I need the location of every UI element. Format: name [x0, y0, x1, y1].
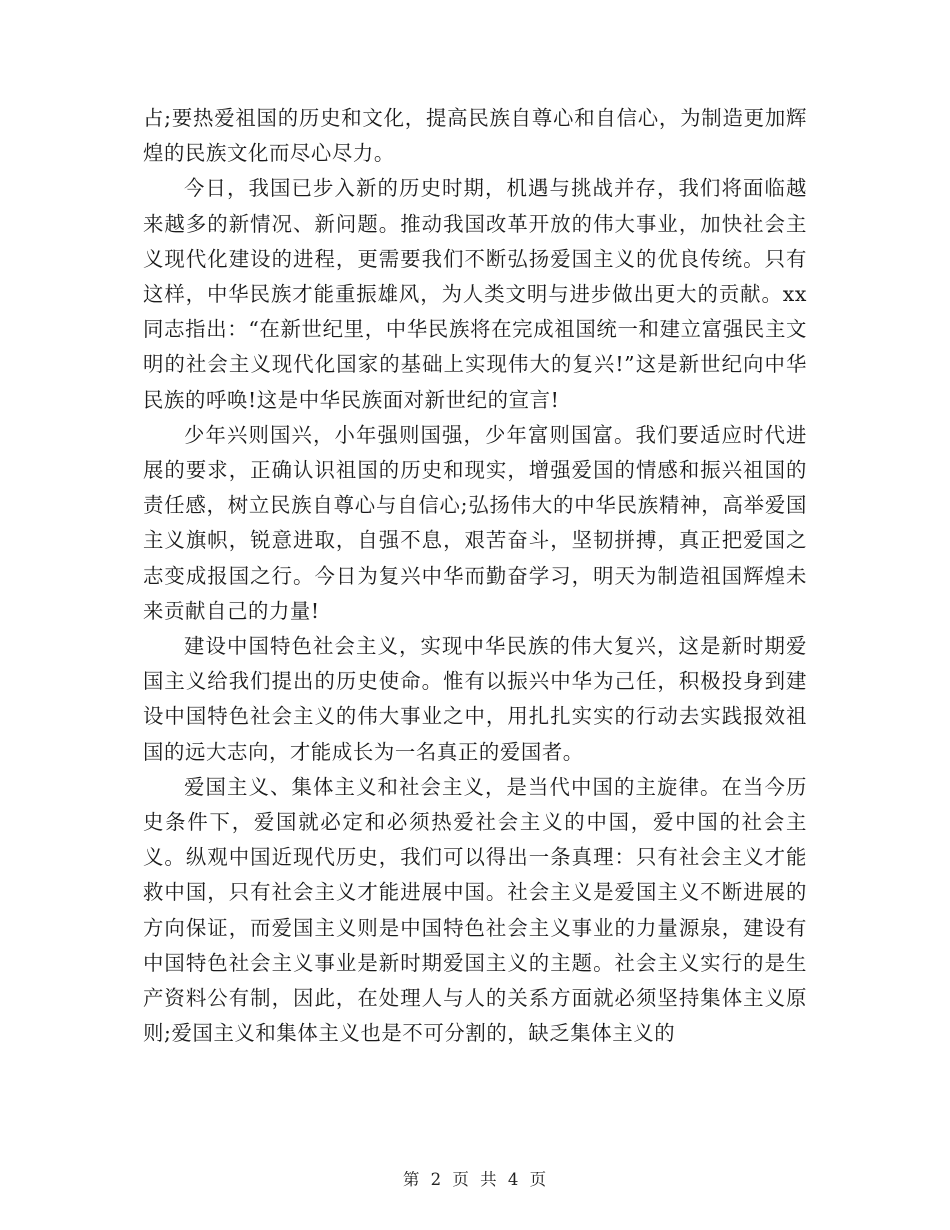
footer-suffix: 页 [529, 1170, 548, 1189]
document-body [143, 101, 807, 1051]
footer-page-word: 页 [452, 1170, 470, 1189]
footer-prefix: 第 [402, 1170, 421, 1189]
paragraph-2: 今日，我国已步入新的历史时期，机遇与挑战并存，我们将面临越来越多的新情况、新问题。推动我国改革开放的伟大事业，加快社会主义现代化建设的进程，更需要我们不断弘扬爱国主义的优良传统。只有这样，中华民族才能重振雄风，为人类文明与进步做出更大的贡献。xx同志指出：“在新世纪里，中华民族将在完成祖国统一和建立富强民主文明的社会主义现代化国家的基础上实现伟大的复兴!”这是新世纪向中华民族的呼唤!这是中华民族面对新世纪的宣言! [143, 176, 807, 412]
footer-page-number: 2 [430, 1170, 443, 1189]
footer-total-pages: 4 [507, 1170, 520, 1189]
page-footer [0, 1166, 950, 1190]
paragraph-4: 建设中国特色社会主义，实现中华民族的伟大复兴，这是新时期爱国主义给我们提出的历史使命。惟有以振兴中华为己任，积极投身到建设中国特色社会主义的伟大事业之中，用扎扎实实的行动去实践报效祖国的远大志向，才能成长为一名真正的爱国者。 [143, 634, 807, 764]
paragraph-1: 占;要热爱祖国的历史和文化，提高民族自尊心和自信心，为制造更加辉煌的民族文化而尽心尽力。 [143, 106, 807, 166]
paragraph-3: 少年兴则国兴，小年强则国强，少年富则国富。我们要适应时代进展的要求，正确认识祖国的历史和现实，增强爱国的情感和振兴祖国的责任感，树立民族自尊心与自信心;弘扬伟大的中华民族精神，高举爱国主义旗帜，锐意进取，自强不息，艰苦奋斗，坚韧拼搏，真正把爱国之志变成报国之行。今日为复兴中华而勤奋学习，明天为制造祖国辉煌未来贡献自己的力量! [143, 422, 807, 623]
paragraph-5: 爱国主义、集体主义和社会主义，是当代中国的主旋律。在当今历史条件下，爱国就必定和必须热爱社会主义的中国，爱中国的社会主义。纵观中国近现代历史，我们可以得出一条真理：只有社会主义才能救中国，只有社会主义才能进展中国。社会主义是爱国主义不断进展的方向保证，而爱国主义则是中国特色社会主义事业的力量源泉，建设有中国特色社会主义事业是新时期爱国主义的主题。社会主义实行的是生产资料公有制，因此，在处理人与人的关系方面就必须坚持集体主义原则;爱国主义和集体主义也是不可分割的，缺乏集体主义的 [143, 774, 807, 1046]
footer-total-word: 共 [480, 1170, 498, 1189]
